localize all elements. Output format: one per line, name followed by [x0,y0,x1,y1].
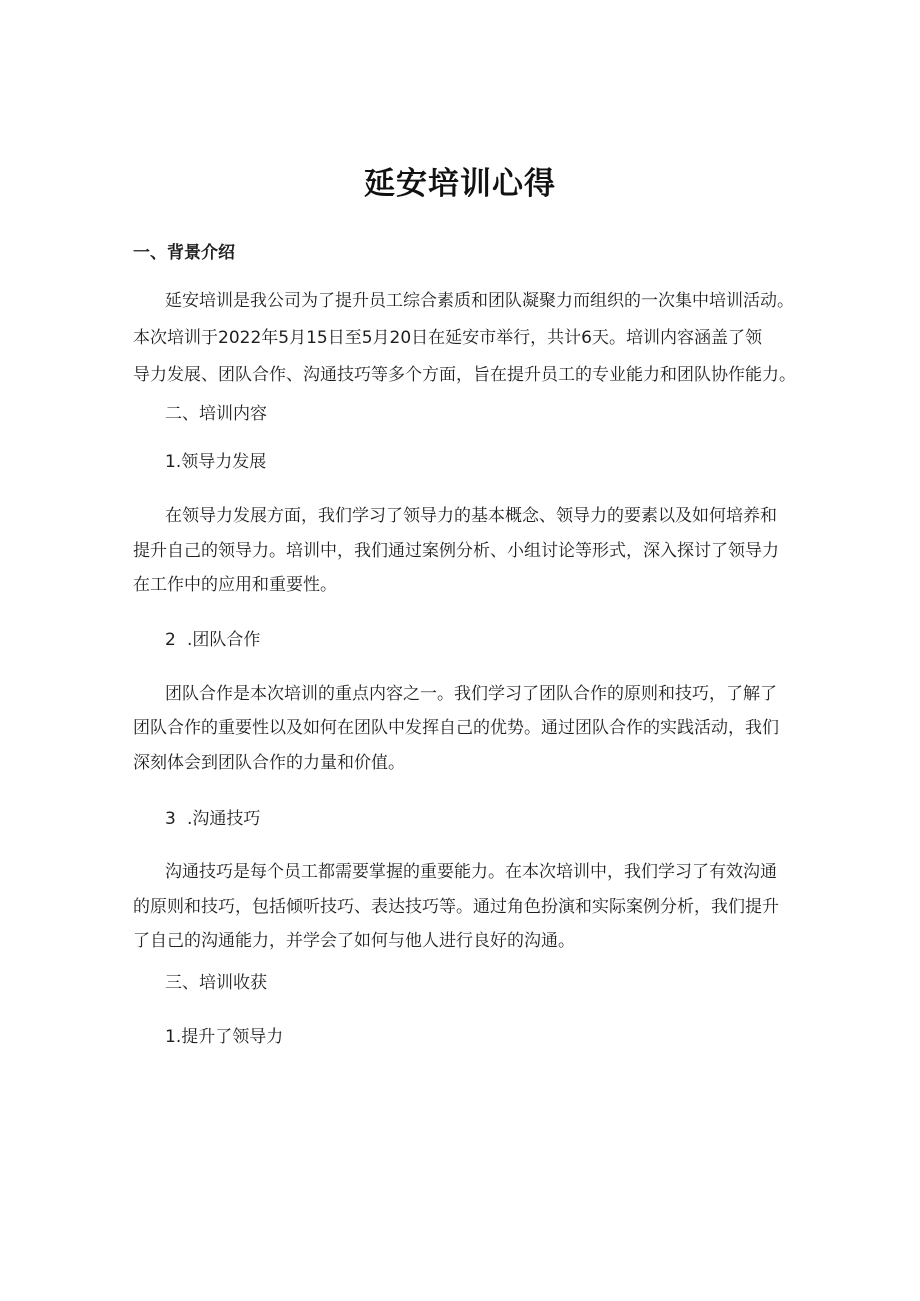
subsection-heading-improved-leadership: 1.提升了领导力 [165,1027,284,1047]
subsection-heading-leadership: 1.领导力发展 [165,452,267,472]
paragraph-line: 沟通技巧是每个员工都需要掌握的重要能力。在本次培训中，我们学习了有效沟通 [165,862,777,882]
paragraph-line: 了自己的沟通能力，并学会了如何与他人进行良好的沟通。 [133,931,575,951]
paragraph-line: 延安培训是我公司为了提升员工综合素质和团队凝聚力而组织的一次集中培训活动。 [165,291,794,311]
subsection-number-communication: 3 [165,809,176,829]
section-heading-outcomes: 三、培训收获 [165,973,267,993]
document-title: 延安培训心得 [364,166,556,202]
paragraph-line: 团队合作是本次培训的重点内容之一。我们学习了团队合作的原则和技巧，了解了 [165,684,777,704]
subsection-number-teamwork: 2 [165,630,176,650]
paragraph-line: 的原则和技巧，包括倾听技巧、表达技巧等。通过角色扮演和实际案例分析，我们提升 [133,897,779,917]
section-heading-content: 二、培训内容 [165,404,267,424]
paragraph-line: 在领导力发展方面，我们学习了领导力的基本概念、领导力的要素以及如何培养和 [165,506,777,526]
paragraph-line: 本次培训于2022年5月15日至5月20日在延安市举行，共计6天。培训内容涵盖了领 [133,328,762,348]
paragraph-line: 导力发展、团队合作、沟通技巧等多个方面，旨在提升员工的专业能力和团队协作能力。 [133,365,796,385]
paragraph-line: 提升自己的领导力。培训中，我们通过案例分析、小组讨论等形式，深入探讨了领导力 [133,541,779,561]
subsection-heading-teamwork: .团队合作 [187,630,261,650]
paragraph-line: 在工作中的应用和重要性。 [133,575,337,595]
section-heading-background: 一、背景介绍 [133,243,235,263]
paragraph-line: 团队合作的重要性以及如何在团队中发挥自己的优势。通过团队合作的实践活动，我们 [133,718,779,738]
subsection-heading-communication: .沟通技巧 [187,809,261,829]
paragraph-line: 深刻体会到团队合作的力量和价值。 [133,753,405,773]
